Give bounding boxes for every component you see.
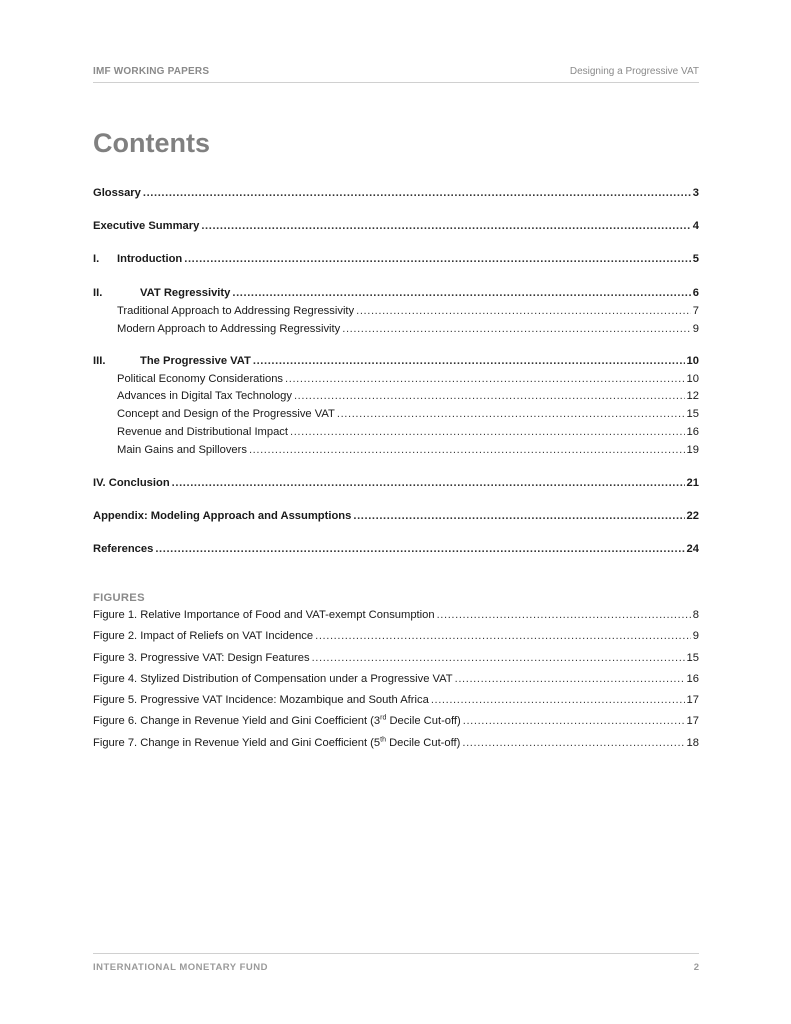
- figure-entry-1[interactable]: [93, 609, 699, 623]
- figure-page-number: 15: [686, 652, 699, 664]
- figure-entry-label: Figure 4. Stylized Distribution of Compensation under a Progressive VAT: [93, 673, 453, 685]
- toc-page-number: 19: [686, 444, 699, 456]
- toc-page-number: 10: [686, 355, 699, 367]
- toc-leader-dots: [431, 694, 685, 706]
- toc-entry-digital-tax-technology[interactable]: [117, 390, 699, 404]
- figure-entry-6[interactable]: [93, 715, 699, 729]
- figure-page-number: 17: [686, 694, 699, 706]
- ordinal-suffix: th: [380, 736, 386, 744]
- toc-entry-label: Revenue and Distributional Impact: [117, 426, 289, 438]
- toc-entry-label: Appendix: Modeling Approach and Assumptions: [93, 510, 352, 522]
- header-paper-title: Designing a Progressive VAT: [569, 66, 699, 77]
- toc-entry-label: Main Gains and Spillovers: [117, 444, 247, 456]
- toc-entry-introduction[interactable]: [93, 253, 699, 267]
- toc-entry-vat-regressivity[interactable]: [93, 287, 699, 301]
- toc-leader-dots: [253, 355, 685, 367]
- toc-entry-label: VAT Regressivity: [140, 287, 231, 299]
- toc-entry-label: Political Economy Considerations: [117, 373, 284, 385]
- toc-leader-dots: [462, 737, 684, 749]
- toc-leader-dots: [455, 673, 685, 685]
- header-series-name: IMF WORKING PAPERS: [93, 66, 210, 77]
- footer-page-number: 2: [693, 962, 699, 973]
- toc-entry-label: The Progressive VAT: [140, 355, 251, 367]
- toc-leader-dots: [285, 373, 685, 385]
- toc-leader-dots: [184, 253, 691, 265]
- toc-page-number: 24: [686, 543, 699, 555]
- toc-leader-dots: [155, 543, 684, 555]
- figure-entry-label: Figure 5. Progressive VAT Incidence: Mozambique and South Africa: [93, 694, 429, 706]
- toc-page-number: 5: [692, 253, 699, 265]
- toc-entry-gains-and-spillovers[interactable]: [117, 444, 699, 458]
- figure-entry-label: Figure 2. Impact of Reliefs on VAT Incidence: [93, 630, 314, 642]
- toc-page-number: 10: [686, 373, 699, 385]
- toc-entry-progressive-vat[interactable]: [93, 355, 699, 369]
- toc-entry-label: Introduction: [117, 253, 183, 265]
- figure-label-text: Decile Cut-off): [385, 737, 461, 749]
- figure-page-number: 17: [686, 715, 699, 727]
- running-footer: [93, 953, 699, 974]
- toc-page-number: 12: [686, 390, 699, 402]
- page-title: Contents: [93, 128, 210, 158]
- toc-entry-label: IV. Conclusion: [93, 477, 170, 489]
- toc-leader-dots: [463, 715, 685, 727]
- toc-leader-dots: [315, 630, 691, 642]
- toc-leader-dots: [143, 187, 691, 199]
- toc-entry-label: Advances in Digital Tax Technology: [117, 390, 292, 402]
- toc-entry-modern-approach[interactable]: [117, 323, 699, 337]
- ordinal-suffix: rd: [380, 714, 387, 722]
- toc-leader-dots: [290, 426, 685, 438]
- toc-entry-label: Executive Summary: [93, 220, 200, 232]
- figure-entry-4[interactable]: [93, 673, 699, 687]
- figure-entry-label: Figure 3. Progressive VAT: Design Features: [93, 652, 310, 664]
- toc-entry-label: References: [93, 543, 154, 555]
- figure-entry-label: [93, 715, 461, 727]
- figure-page-number: 18: [686, 737, 699, 749]
- figure-label-text: Figure 7. Change in Revenue Yield and Gini Coefficient (5: [93, 737, 381, 749]
- running-header: [93, 64, 699, 83]
- figure-page-number: 9: [692, 630, 699, 642]
- toc-entry-label: Modern Approach to Addressing Regressivity: [117, 323, 341, 335]
- toc-entry-executive-summary[interactable]: [93, 220, 699, 234]
- toc-leader-dots: [353, 510, 684, 522]
- toc-entry-label: Traditional Approach to Addressing Regressivity: [117, 305, 355, 317]
- toc-section-number: II.: [93, 287, 103, 299]
- toc-leader-dots: [337, 408, 685, 420]
- toc-leader-dots: [437, 609, 691, 621]
- toc-page-number: 15: [686, 408, 699, 420]
- figure-entry-2[interactable]: [93, 630, 699, 644]
- toc-leader-dots: [294, 390, 685, 402]
- figures-heading: FIGURES: [93, 592, 145, 604]
- toc-page-number: 6: [692, 287, 699, 299]
- toc-section-number: I.: [93, 253, 100, 265]
- figure-entry-label: [93, 737, 460, 749]
- toc-leader-dots: [232, 287, 690, 299]
- footer-publisher: INTERNATIONAL MONETARY FUND: [93, 962, 268, 973]
- toc-page-number: 3: [692, 187, 699, 199]
- toc-leader-dots: [201, 220, 690, 232]
- figure-entry-3[interactable]: [93, 652, 699, 666]
- toc-leader-dots: [356, 305, 691, 317]
- toc-entry-label: Glossary: [93, 187, 141, 199]
- figure-entry-7[interactable]: [93, 737, 699, 751]
- figure-page-number: 16: [686, 673, 699, 685]
- toc-leader-dots: [342, 323, 691, 335]
- toc-page-number: 9: [692, 323, 699, 335]
- toc-entry-revenue-and-distribution[interactable]: [117, 426, 699, 440]
- figure-entry-label: Figure 1. Relative Importance of Food and VAT-exempt Consumption: [93, 609, 435, 621]
- toc-page-number: 22: [686, 510, 699, 522]
- toc-leader-dots: [172, 477, 685, 489]
- toc-entry-appendix[interactable]: [93, 510, 699, 524]
- toc-leader-dots: [312, 652, 685, 664]
- toc-entry-traditional-approach[interactable]: [117, 305, 699, 319]
- toc-entry-concept-and-design[interactable]: [117, 408, 699, 422]
- toc-entry-label: Concept and Design of the Progressive VAT: [117, 408, 335, 420]
- toc-entry-glossary[interactable]: [93, 187, 699, 201]
- toc-page-number: 21: [686, 477, 699, 489]
- toc-leader-dots: [249, 444, 685, 456]
- figure-label-text: Decile Cut-off): [386, 715, 461, 727]
- toc-page-number: 7: [692, 305, 699, 317]
- figure-page-number: 8: [692, 609, 699, 621]
- toc-entry-political-economy[interactable]: [117, 373, 699, 387]
- toc-section-number: III.: [93, 355, 106, 367]
- figure-label-text: Figure 6. Change in Revenue Yield and Gini Coefficient (3: [93, 715, 381, 727]
- toc-page-number: 4: [692, 220, 699, 232]
- figure-entry-5[interactable]: [93, 694, 699, 708]
- toc-entry-references[interactable]: [93, 543, 699, 557]
- toc-page-number: 16: [686, 426, 699, 438]
- toc-entry-conclusion[interactable]: [93, 477, 699, 491]
